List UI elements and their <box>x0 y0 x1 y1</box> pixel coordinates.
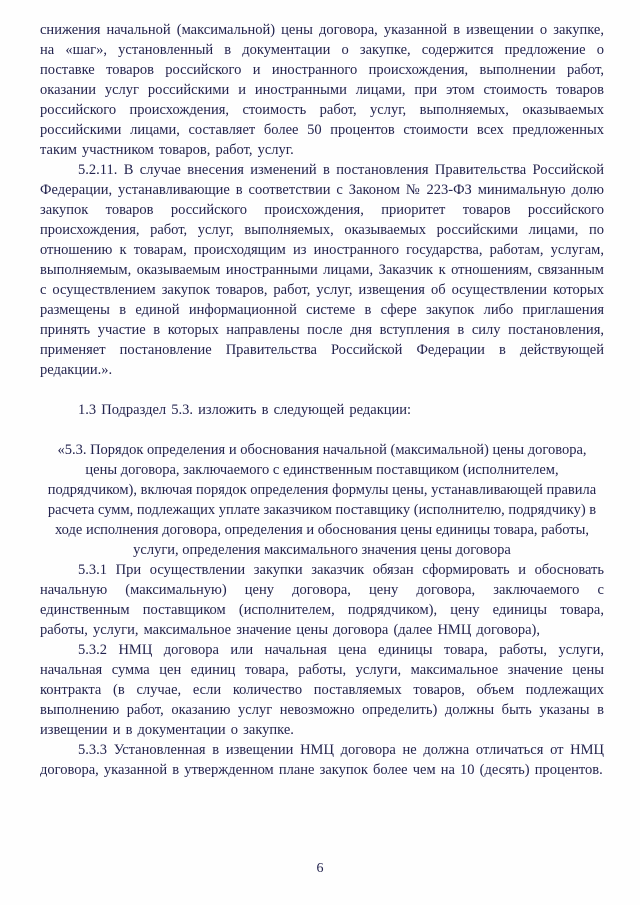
paragraph-continuation: снижения начальной (максимальной) цены договора, указанной в извещении о закупке, на «шаг», установленный в документации о закупке, содержится предложение о поставке товаров российского и иностранного происхождения, выполнении работ, оказании услуг российскими и иностранными лицами, при этом стоимость товаров российского происхождения, стоимость работ, услуг, выполняемых, оказываемых российскими лицами, составляет более 50 процентов стоимости всех предложенных таким участником товаров, работ, услуг. <box>40 22 604 158</box>
paragraph-5-3-3: 5.3.3 Установленная в извещении НМЦ договора не должна отличаться от НМЦ договора, указанной в утвержденном плане закупок более чем на 10 (десять) процентов. <box>40 742 604 778</box>
paragraph-5-3-2: 5.3.2 НМЦ договора или начальная цена единицы товара, работы, услуги, начальная сумма цен единиц товара, работы, услуги, максимальное значение цены контракта (в случае, если количество поставляемых товаров, объем подлежащих выполнению работ, оказанию услуг невозможно определить) должны быть указаны в извещении и в документации о закупке. <box>40 642 604 738</box>
paragraph-5-3-1: 5.3.1 При осуществлении закупки заказчик обязан сформировать и обосновать начальную (максимальную) цену договора, цену договора, заключаемого с единственным поставщиком (исполнителем, подрядчиком), цену единицы товара, работы, услуги, максимальное значение цены договора (далее НМЦ договора), <box>40 562 604 638</box>
paragraph-1-3: 1.3 Подраздел 5.3. изложить в следующей редакции: <box>78 402 412 418</box>
page-number: 6 <box>316 861 324 876</box>
paragraph-5-2-11: 5.2.11. В случае внесения изменений в постановления Правительства Российской Федерации, устанавливающие в соответствии с Законом № 223-ФЗ минимальную долю закупок товаров российского происхождения, приоритет товаров российского происхождения, работ, услуг, выполняемых, оказываемых российскими лицами, по отношению к товарам, происходящим из иностранного государства, работам, услугам, выполняемым, оказываемым иностранными лицами, Заказчик к отношениям, связанным с осуществлением закупок товаров, работ, услуг, извещения об осуществлении которых размещены в единой информационной системе в сфере закупок либо приглашения принять участие в которых направлены после дня вступления в силу постановления, применяет постановление Правительства Российской Федерации в действующей редакции.». <box>40 162 604 378</box>
section-heading-5-3: «5.3. Порядок определения и обоснования начальной (максимальной) цены договора, цены договора, заключаемого с единственным поставщиком (исполнителем, подрядчиком), включая порядок определения формулы цены, устанавливающей правила расчета сумм, подлежащих уплате заказчиком поставщику (исполнителю, подрядчику) в ходе исполнения договора, определения и обоснования цены единицы товара, работы, услуги, определения максимального значения цены договора <box>47 442 597 558</box>
